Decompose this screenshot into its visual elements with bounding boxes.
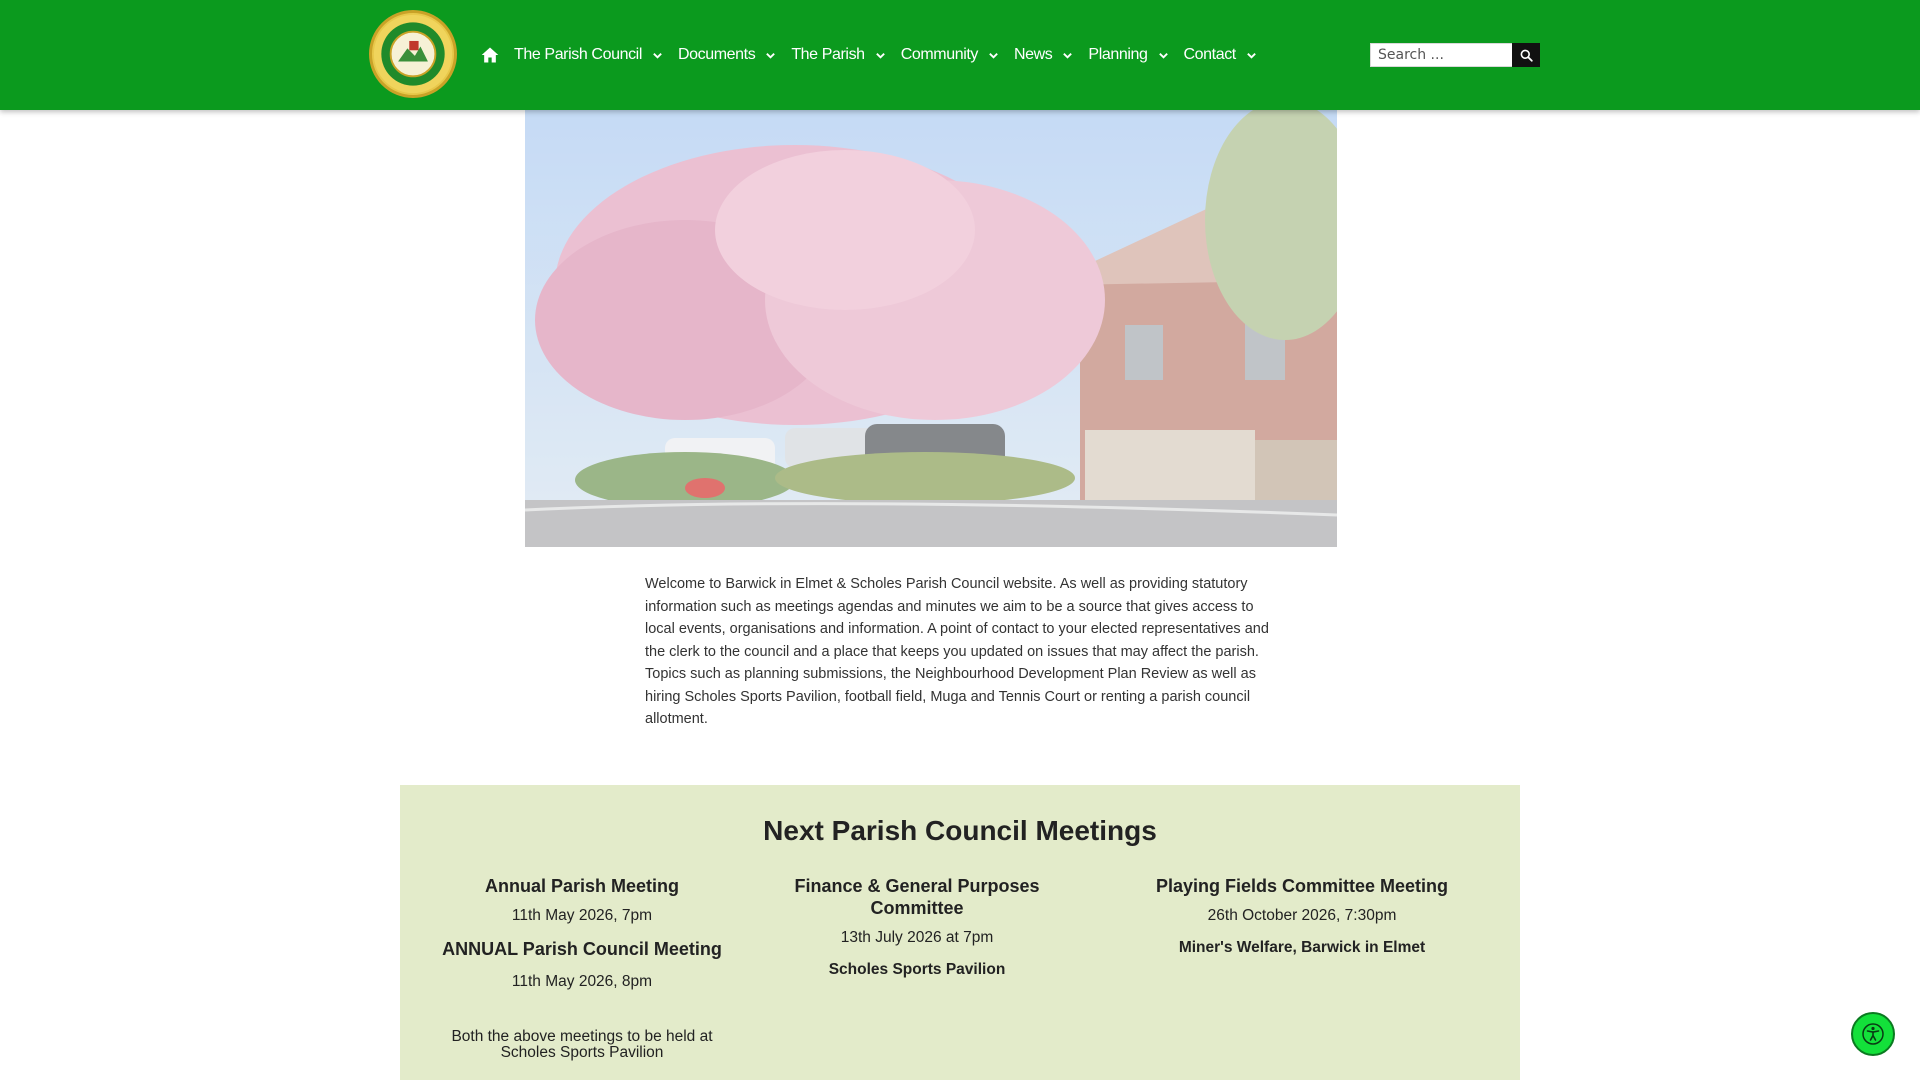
nav-item-label: Community bbox=[900, 46, 978, 63]
nav-item-contact[interactable] bbox=[1184, 46, 1257, 64]
nav-item-the-parish-council[interactable] bbox=[514, 46, 663, 64]
meeting-name: Annual Parish Meeting bbox=[484, 876, 680, 896]
nav-item-label: The Parish Council bbox=[514, 46, 642, 63]
meeting-date-secondary: 11th May 2026, 8pm bbox=[511, 973, 653, 990]
chevron-down-icon bbox=[1246, 50, 1257, 61]
home-icon[interactable] bbox=[480, 45, 500, 65]
search-input[interactable] bbox=[1370, 43, 1512, 67]
site-header bbox=[0, 0, 1920, 110]
meetings-panel bbox=[400, 785, 1520, 1080]
meeting-name: Playing Fields Committee Meeting bbox=[1155, 876, 1449, 896]
meeting-date: 11th May 2026, 7pm bbox=[511, 907, 653, 924]
nav-item-news[interactable] bbox=[1014, 46, 1073, 64]
meeting-name-secondary: ANNUAL Parish Council Meeting bbox=[442, 939, 722, 959]
meeting-venue: Scholes Sports Pavilion bbox=[828, 961, 1006, 978]
search-form bbox=[1370, 43, 1542, 67]
chevron-down-icon bbox=[875, 50, 886, 61]
intro-text: Welcome to Barwick in Elmet & Scholes Parish Council website. As well as providing statutory information such as meetings agendas and minutes we aim to be a source that gives access to local events, organisations and information. A point of contact to your elected representatives and the clerk to the council and a place that keeps you updated on issues that may affect the parish. Topics such as planning submissions, the Neighbourhood Development Plan Review as well as hiring Scholes Sports Pavilion, football field, Muga and Tennis Court or renting a parish council allotment. bbox=[645, 576, 1269, 727]
nav-item-label: Documents bbox=[677, 46, 756, 63]
meeting-column-1 bbox=[432, 875, 732, 1061]
nav-item-label: Contact bbox=[1183, 46, 1236, 63]
hero-image bbox=[525, 110, 1337, 547]
chevron-down-icon bbox=[765, 50, 776, 61]
parish-council-logo[interactable] bbox=[369, 10, 457, 98]
meeting-column-2 bbox=[762, 875, 1072, 979]
nav-item-planning[interactable] bbox=[1088, 46, 1168, 64]
nav-item-label: News bbox=[1014, 46, 1053, 63]
accessibility-button[interactable] bbox=[1851, 1012, 1895, 1056]
chevron-down-icon bbox=[988, 50, 999, 61]
nav-item-label: The Parish bbox=[791, 46, 865, 63]
logo-emblem bbox=[372, 13, 454, 95]
search-icon bbox=[1520, 49, 1533, 62]
meeting-venue-note: Both the above meetings to be held at Scholes Sports Pavilion bbox=[451, 1028, 713, 1061]
nav-item-documents[interactable] bbox=[678, 46, 776, 64]
meeting-date: 13th July 2026 at 7pm bbox=[840, 929, 994, 946]
chevron-down-icon bbox=[1062, 50, 1073, 61]
main-navigation bbox=[480, 40, 1272, 70]
nav-item-the-parish[interactable] bbox=[791, 46, 885, 64]
meetings-title: Next Parish Council Meetings bbox=[763, 815, 1157, 846]
meeting-name: Finance & General Purposes Committee bbox=[794, 876, 1040, 918]
chevron-down-icon bbox=[652, 50, 663, 61]
chevron-down-icon bbox=[1158, 50, 1169, 61]
search-button[interactable] bbox=[1512, 43, 1540, 67]
meeting-column-3 bbox=[1132, 875, 1472, 957]
nav-item-label: Planning bbox=[1088, 46, 1148, 63]
meeting-date: 26th October 2026, 7:30pm bbox=[1207, 907, 1397, 924]
nav-item-community[interactable] bbox=[901, 46, 999, 64]
village-blossom-photo bbox=[525, 110, 1337, 547]
accessibility-icon bbox=[1861, 1022, 1885, 1046]
meeting-venue: Miner's Welfare, Barwick in Elmet bbox=[1178, 939, 1426, 956]
